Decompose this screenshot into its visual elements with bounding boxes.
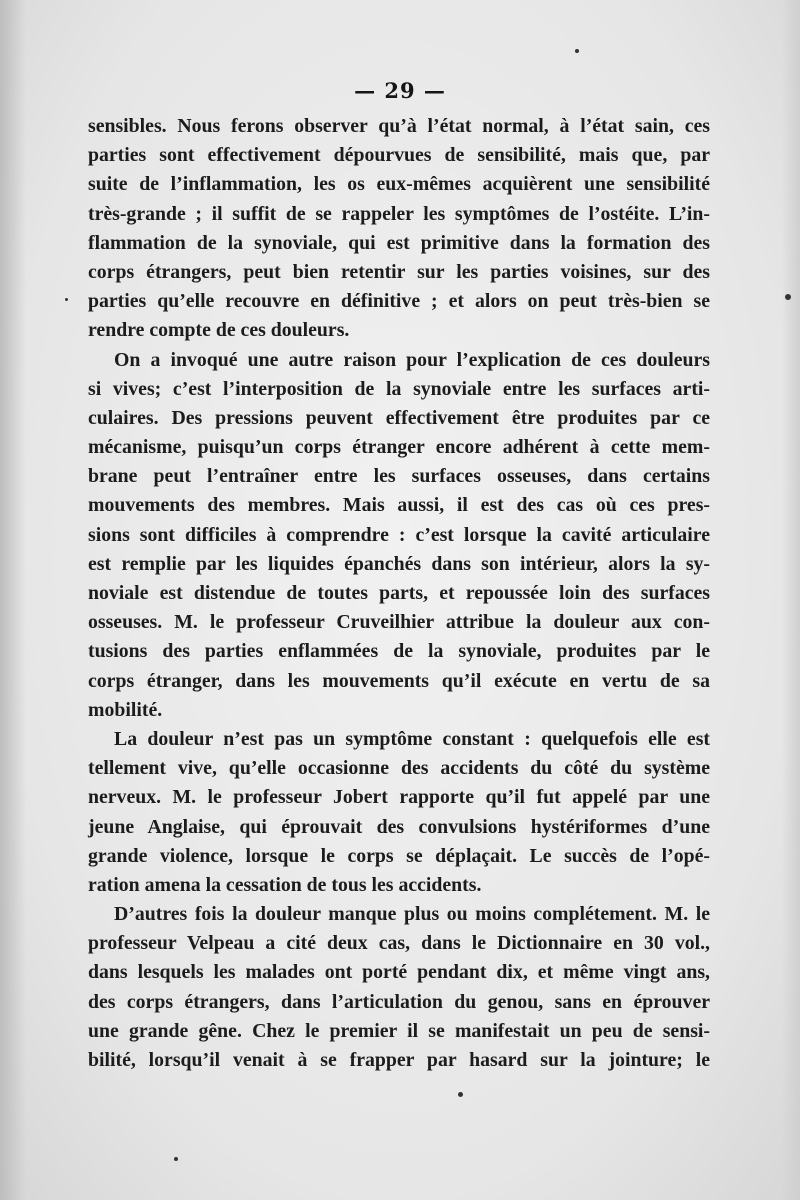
- text-line: tusions des parties enflammées de la synoviale, produites par le: [88, 640, 710, 663]
- text-line: corps étrangers, peut bien retentir sur les parties voisines, sur des: [88, 260, 710, 283]
- page-edge-shadow: [782, 0, 800, 1200]
- text-line: mouvements des membres. Mais aussi, il est des cas où ces pres-: [88, 494, 710, 517]
- text-line: On a invoqué une autre raison pour l’explication de ces douleurs: [114, 348, 710, 371]
- text-line: D’autres fois la douleur manque plus ou moins complétement. M. le: [114, 903, 710, 926]
- ink-speck: [174, 1157, 178, 1161]
- text-line: mécanisme, puisqu’un corps étranger encore adhérent à cette mem-: [88, 436, 710, 459]
- text-line: une grande gêne. Chez le premier il se manifestait un peu de sensi-: [88, 1019, 710, 1042]
- text-line: mobilité.: [88, 698, 163, 721]
- text-line: rendre compte de ces douleurs.: [88, 319, 350, 342]
- text-line: osseuses. M. le professeur Cruveilhier attribue la douleur aux con-: [88, 611, 710, 634]
- text-line: si vives; c’est l’interposition de la synoviale entre les surfaces arti-: [88, 377, 710, 400]
- text-line: bilité, lorsqu’il venait à se frapper par hasard sur la jointure; le: [88, 1049, 710, 1071]
- text-line: flammation de la synoviale, qui est primitive dans la formation des: [88, 231, 710, 254]
- text-line: culaires. Des pressions peuvent effectivement être produites par ce: [88, 406, 710, 429]
- text-line: parties sont effectivement dépourvues de sensibilité, mais que, par: [88, 144, 710, 167]
- text-line: sions sont difficiles à comprendre : c’est lorsque la cavité articulaire: [88, 523, 710, 546]
- text-line: tellement vive, qu’elle occasionne des accidents du côté du système: [88, 757, 710, 780]
- body-text: [88, 112, 710, 1075]
- page-number: — 29 —: [354, 78, 446, 103]
- text-line: noviale est distendue de toutes parts, et repoussée loin des surfaces: [88, 582, 710, 604]
- page-gutter-shadow: [0, 0, 26, 1200]
- ink-speck: [65, 298, 68, 301]
- text-line: suite de l’inflammation, les os eux-mêmes acquièrent une sensibilité: [88, 173, 710, 196]
- text-line: ration amena la cessation de tous les accidents.: [88, 873, 482, 896]
- ink-speck: [575, 49, 579, 53]
- text-line: des corps étrangers, dans l’articulation du genou, sans en éprouver: [88, 990, 710, 1013]
- text-line: dans lesquels les malades ont porté pendant dix, et même vingt ans,: [88, 961, 710, 984]
- text-line: sensibles. Nous ferons observer qu’à l’état normal, à l’état sain, ces: [88, 115, 710, 137]
- ink-speck: [458, 1092, 463, 1097]
- text-line: jeune Anglaise, qui éprouvait des convulsions hystériformes d’une: [88, 815, 710, 838]
- text-line: est remplie par les liquides épanchés dans son intérieur, alors la sy-: [88, 552, 710, 575]
- text-line: très-grande ; il suffit de se rappeler les symptômes de l’ostéite. L’in-: [88, 202, 710, 225]
- text-line: nerveux. M. le professeur Jobert rapporte qu’il fut appelé par une: [88, 786, 710, 809]
- text-line: professeur Velpeau a cité deux cas, dans le Dictionnaire en 30 vol.,: [88, 932, 710, 955]
- text-line: corps étranger, dans les mouvements qu’il exécute en vertu de sa: [88, 669, 710, 692]
- text-line: parties qu’elle recouvre en définitive ; et alors on peut très-bien se: [88, 290, 710, 313]
- text-line: La douleur n’est pas un symptôme constant : quelquefois elle est: [114, 727, 710, 750]
- text-line: grande violence, lorsque le corps se déplaçait. Le succès de l’opé-: [88, 844, 710, 867]
- text-line: brane peut l’entraîner entre les surfaces osseuses, dans certains: [88, 465, 710, 488]
- ink-speck: [785, 294, 791, 300]
